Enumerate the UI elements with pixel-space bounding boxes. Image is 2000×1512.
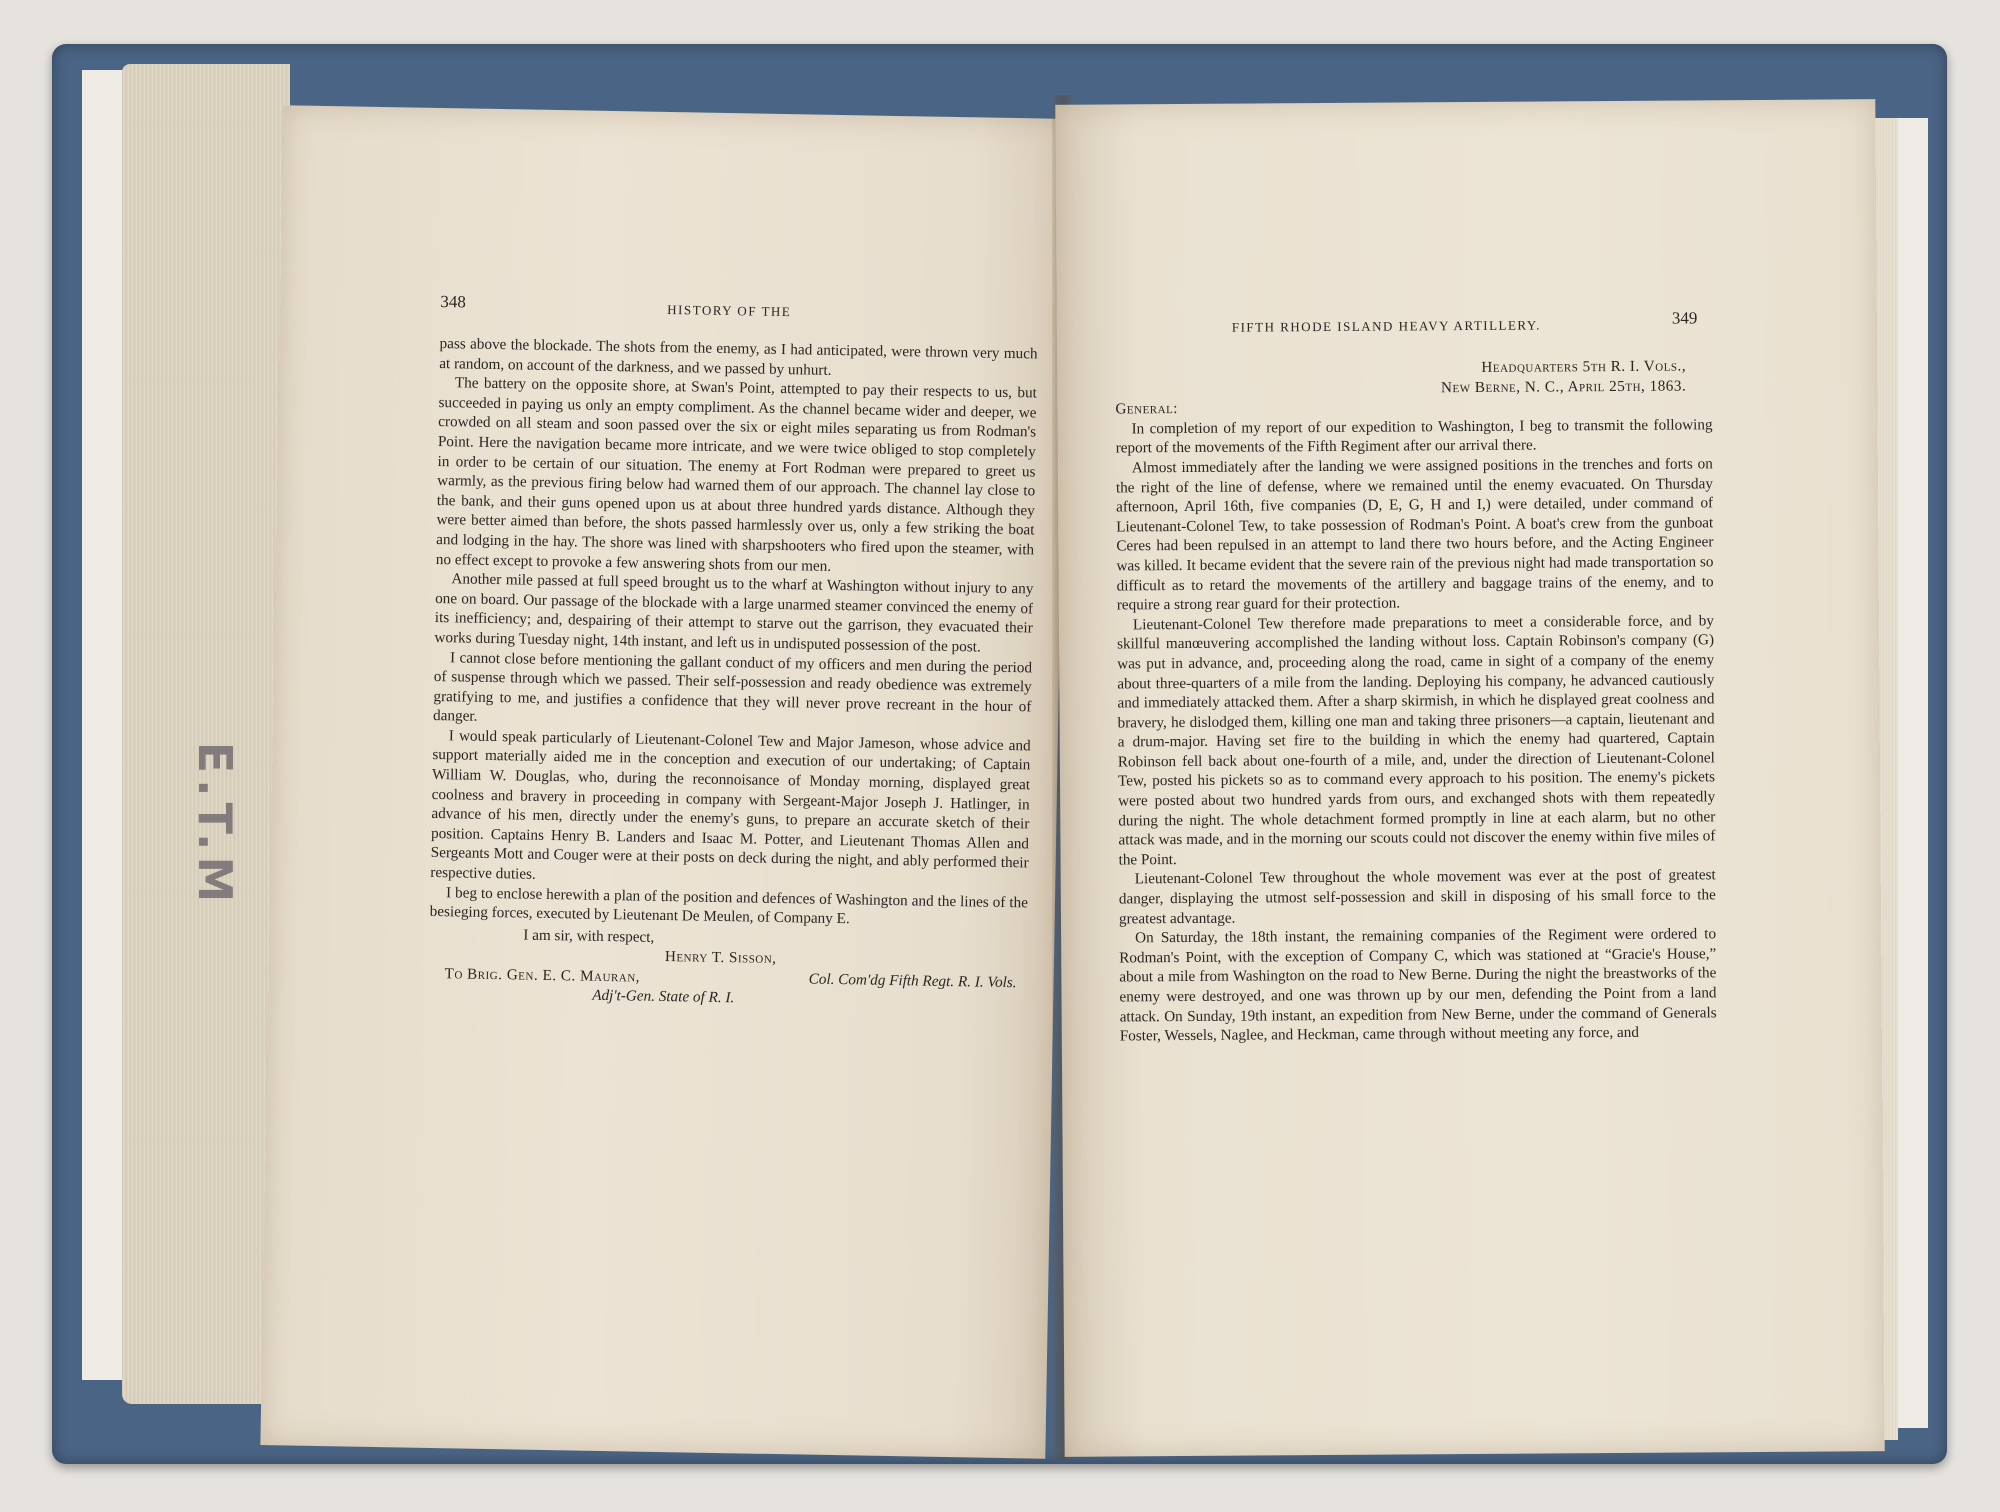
- page-edge-stamp: E.T.M: [188, 741, 242, 909]
- addressee-title: Adj't-Gen. State of R. I.: [592, 986, 735, 1007]
- left-body-text: [428, 334, 1038, 1013]
- right-body-text: [1115, 356, 1717, 1046]
- page-number-left: 348: [440, 292, 467, 312]
- paragraph: pass above the blockade. The shots from the enemy, as I had anticipated, were thrown very much at random, on account of the darkness, and we passed by unhurt.: [439, 335, 1038, 379]
- page-number-right: 349: [1671, 308, 1698, 328]
- paragraph: Another mile passed at full speed brought us to the wharf at Washington without injury to any one on board. Our passage of the blockade with a large unarmed steamer convinced the enemy of its inefficiency; and, despairing of their attempt to starve out the garrison, they evacuated their works during Tuesday night, 14th instant, and left us in undisputed possession of the post.: [434, 570, 1034, 656]
- paragraph: I beg to enclose herewith a plan of the position and defences of Washington and the lines of the besieging forces, executed by Lieutenant De Meulen, of Company E.: [429, 883, 1029, 928]
- closing: I am sir, with respect,: [523, 926, 655, 946]
- dateline-line-2: New Berne, N. C., April 25th, 1863.: [1440, 377, 1687, 396]
- paragraph: On Saturday, the 18th instant, the remaining companies of the Regiment were ordered to Rodman's Point, with the exception of Company C, which was stationed at “Gracie's House,” about a mile from Washington on the road to New Berne. During the night the breastworks of the enemy were destroyed, and one was thrown up by our men, defending the Point from a land attack. On Sunday, 19th instant, an expedition from New Berne, under the command of Generals Foster, Wessels, Naglee, and Heckman, came through without meeting any force, and: [1119, 925, 1717, 1045]
- right-page: [1055, 99, 1884, 1457]
- left-page: [260, 105, 1068, 1458]
- paragraph: The battery on the opposite shore, at Swan's Point, attempted to pay their respects to us, but succeeded in paying us only an empty compliment. As the channel became wider and deeper, we crowded on all steam and soon passed over the six or eight miles separating us from Rodman's Point. Here the navigation became more intricate, and we were twice obliged to stop completely in order to be certain of our situation. The enemy at Fort Rodman were prepared to greet us warmly, as the previous firing below had warned them of our approach. The channel lay close to the bank, and their guns opened upon us at about three hundred yards distance. Although they were better aimed than before, the shots passed harmlessly over us, only a few striking the boat and lodging in the hay. The shore was lined with sharpshooters who fired upon the steamer, with no effect except to provoke a few answering shots from our men.: [435, 374, 1037, 575]
- salutation: General:: [1115, 400, 1179, 418]
- dateline-line-1: Headquarters 5th R. I. Vols.,: [1481, 357, 1687, 376]
- addressee: To Brig. Gen. E. C. Mauran,: [444, 964, 641, 986]
- signer-name: Henry T. Sisson,: [664, 948, 777, 968]
- paragraph: I cannot close before mentioning the gallant conduct of my officers and men during the period of suspense through which we passed. Their self-possession and ready obedience was extremely gratifying to me, and justifies a confidence that they will never prove recreant in the hour of danger.: [432, 648, 1033, 726]
- running-head-right: FIFTH RHODE ISLAND HEAVY ARTILLERY.: [1231, 317, 1541, 335]
- paragraph: In completion of my report of our expedition to Washington, I beg to transmit the following report of the movements of the Fifth Regiment after our arrival there.: [1115, 416, 1713, 457]
- paragraph: Lieutenant-Colonel Tew throughout the whole movement was ever at the post of greatest danger, displaying the utmost self-possession and skill in disposing of his small force to the greatest advantage.: [1118, 866, 1716, 928]
- paragraph: Lieutenant-Colonel Tew therefore made preparations to meet a considerable force, and by skillful manœuvering accomplished the landing without loss. Captain Robinson's company (G) was put in advance, and, proceeding along the road, came in sight of a company of the enemy about three-quarters of a mile from the landing. Deploying his company, he advanced cautiously and immediately attacked them. After a sharp skirmish, in which he displayed great coolness and bravery, he dislodged them, killing one man and taking three prisoners—a captain, lieutenant and a drum-major. Having set fire to the building in which the enemy had quartered, Captain Robinson fell back about one-fourth of a mile, and, under the direction of Lieutenant-Colonel Tew, posted his pickets so as to command every approach to his position. The enemy's pickets were posted about two hundred yards from ours, and exchanged shots with them repeatedly during the night. The whole detachment formed promptly in line at each alarm, but no other attack was made, and in the morning our scouts could not discover the enemy within five miles of the Point.: [1116, 612, 1716, 869]
- paragraph: Almost immediately after the landing we were assigned positions in the trenches and forts on the right of the line of defense, where we remained until the enemy evacuated. On Thursday afternoon, April 16th, five companies (D, E, G, H and I,) were detailed, under command of Lieutenant-Colonel Tew, to take possession of Rodman's Point. A boat's crew from the gunboat Ceres had been repulsed in an attempt to land there two hours before, and the Acting Engineer was killed. It became evident that the severe rain of the previous night had made transportation so difficult as to retard the movements of the artillery and baggage trains of the enemy, and to require a strong rear guard for their protection.: [1115, 455, 1714, 614]
- paragraph: I would speak particularly of Lieutenant-Colonel Tew and Major Jameson, whose advice and support materially aided me in the conception and execution of our undertaking; of Captain William W. Douglas, who, during the reconnoisance of Monday morning, displayed great coolness and bravery in proceeding in company with Sergeant-Major Joseph J. Hatlinger, in advance of his men, directly under the enemy's guns, to prepare an accurate sketch of their position. Captains Henry B. Landers and Isaac M. Potter, and Lieutenant Thomas Allen and Sergeants Mott and Couger were at their posts on deck during the night, and ably performed their respective duties.: [430, 727, 1031, 883]
- signer-title: Col. Com'dg Fifth Regt. R. I. Vols.: [808, 970, 1017, 992]
- running-head-left: HISTORY OF THE: [667, 301, 792, 320]
